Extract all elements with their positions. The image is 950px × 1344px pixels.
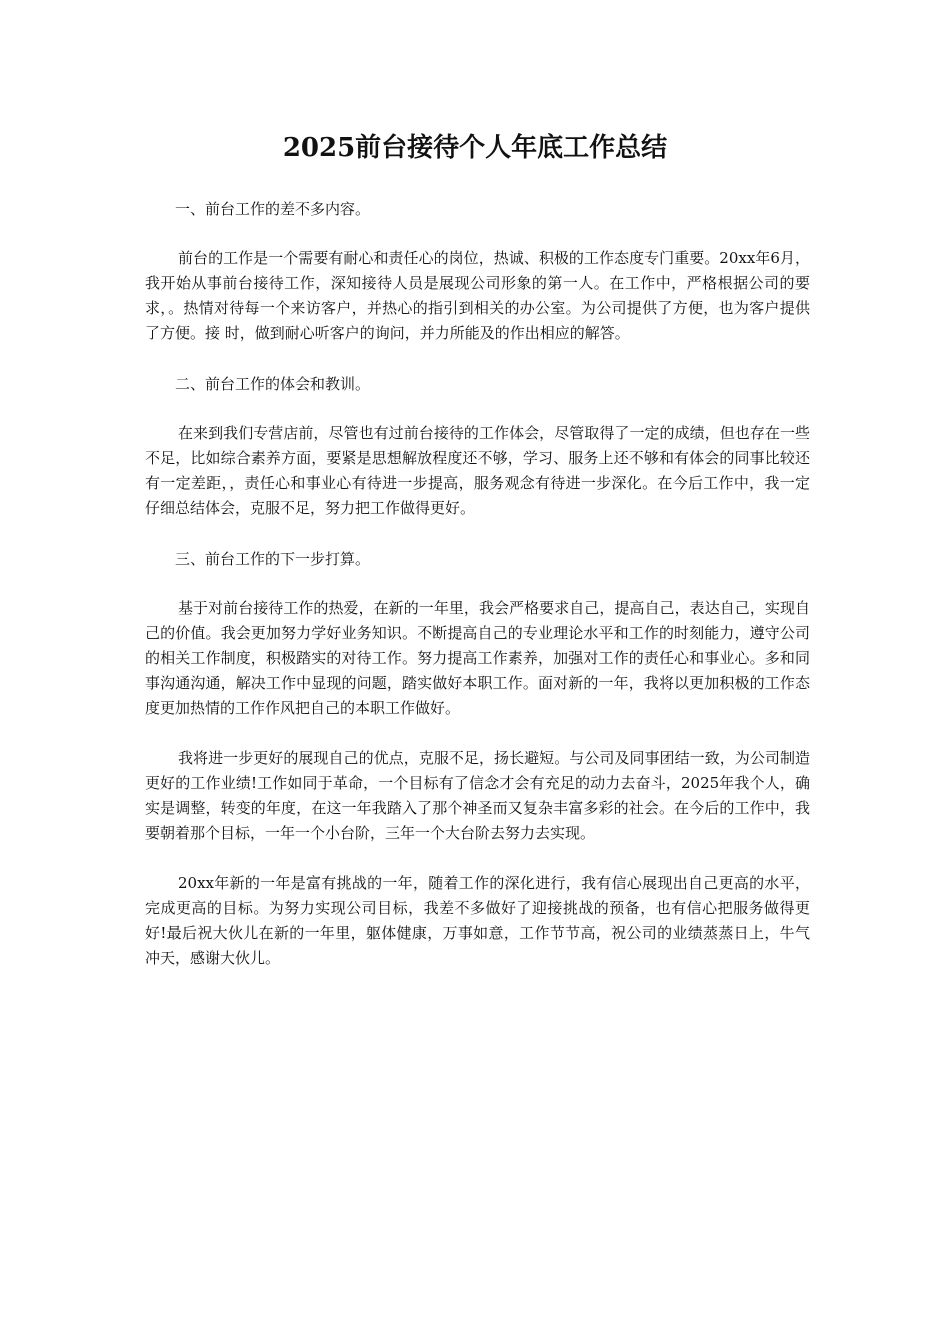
document-title: 2025前台接待个人年底工作总结 [282,133,668,163]
section-heading-3: 三、前台工作的下一步打算。 [175,550,371,568]
section-3-paragraph-3: 20xx年新的一年是富有挑战的一年，随着工作的深化进行，我有信心展现出自己更高的水平，完成更高的目标。为努力实现公司目标，我差不多做好了迎接挑战的预备，也有信心把服务做得更好!最后祝大伙儿在新的一年里，躯体健康，万事如意，工作节节高，祝公司的业绩蒸蒸日上，牛气冲天，感谢大伙儿。 [145,874,810,967]
section-2-paragraph-1: 在来到我们专营店前，尽管也有过前台接待的工作体会，尽管取得了一定的成绩，但也存在一些不足，比如综合素养方面，要紧是思想解放程度还不够，学习、服务上还不够和有体会的同事比较还有一定差距，，责任心和事业心有待进一步提高，服务观念有待进一步深化。在今后工作中，我一定仔细总结体会，克服不足，努力把工作做得更好。 [145,424,810,517]
section-3-paragraph-1: 基于对前台接待工作的热爱，在新的一年里，我会严格要求自己，提高自己，表达自己，实现自己的价值。我会更加努力学好业务知识。不断提高自己的专业理论水平和工作的时刻能力，遵守公司的相关工作制度，积极踏实的对待工作。努力提高工作素养，加强对工作的责任心和事业心。多和同事沟通沟通，解决工作中显现的问题，踏实做好本职工作。面对新的一年，我将以更加积极的工作态度更加热情的工作作风把自己的本职工作做好。 [145,599,810,717]
section-1-paragraph-1: 前台的工作是一个需要有耐心和责任心的岗位，热诚、积极的工作态度专门重要。20xx年6月，我开始从事前台接待工作，深知接待人员是展现公司形象的第一人。在工作中，严格根据公司的要求，。热情对待每一个来访客户，并热心的指引到相关的办公室。为公司提供了方便，也为客户提供了方便。接 时，做到耐心听客户的询问，并力所能及的作出相应的解答。 [145,249,810,342]
section-heading-1: 一、前台工作的差不多内容。 [175,200,371,218]
section-3-paragraph-2: 我将进一步更好的展现自己的优点，克服不足，扬长避短。与公司及同事团结一致，为公司制造更好的工作业绩!工作如同于革命，一个目标有了信念才会有充足的动力去奋斗，2025年我个人，确实是调整，转变的年度，在这一年我踏入了那个神圣而又复杂丰富多彩的社会。在今后的工作中，我要朝着那个目标，一年一个小台阶，三年一个大台阶去努力去实现。 [145,749,810,842]
section-heading-2: 二、前台工作的体会和教训。 [175,375,371,393]
document-body [145,196,810,996]
